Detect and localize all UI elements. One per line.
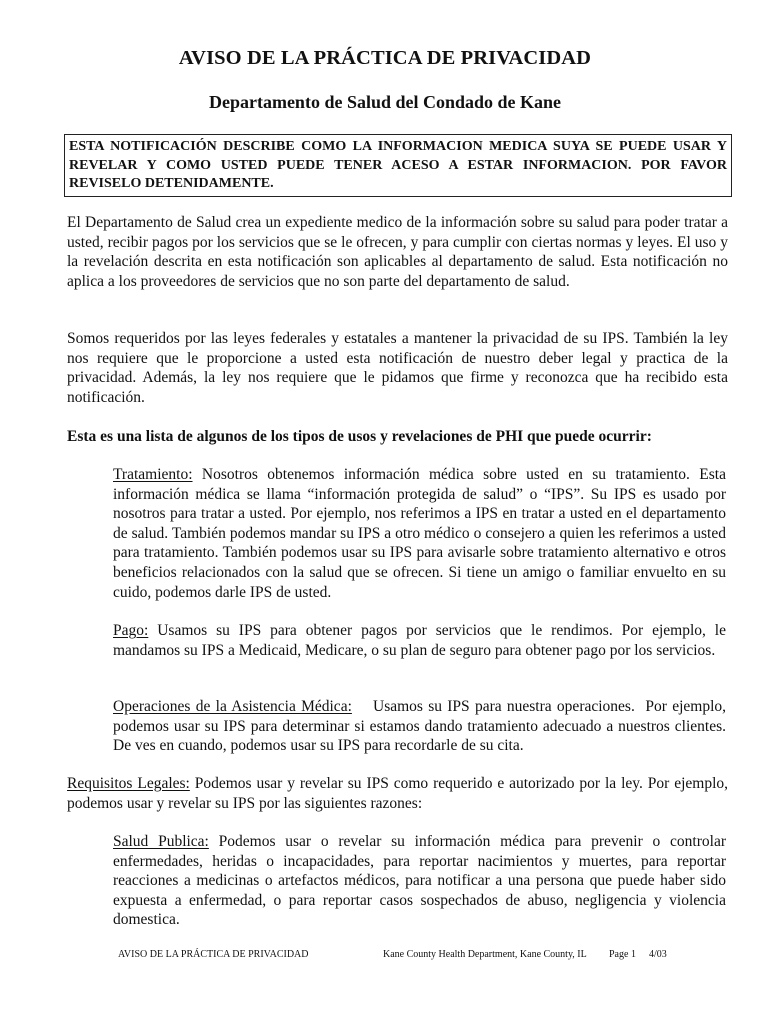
intro-paragraph: El Departamento de Salud crea un expediente medico de la información sobre su salud para poder tratar a usted, recibir pagos por los servicios que se le ofrecen, y para cumplir con ciertas normas y leyes. El uso y la revelación descrita en esta notificación son aplicables al departamento de salud. Esta notificación no aplica a los proveedores de servicios que no son parte del departamento de salud. <box>67 214 728 290</box>
notice-box: ESTA NOTIFICACIÓN DESCRIBE COMO LA INFORMACION MEDICA SUYA SE PUEDE USAR Y REVELAR Y COMO USTED PUEDE TENER ACESO A ESTAR INFORMACION. POR FAVOR REVISELO DETENIDAMENTE. <box>64 134 732 197</box>
requisitos-text: Podemos usar y revelar su IPS como requerido e autorizado por la ley. Por ejemplo, podemos usar y revelar su IPS por las siguientes razones: <box>67 775 728 812</box>
pago-section <box>113 621 726 660</box>
legal-duty-paragraph: Somos requeridos por las leyes federales y estatales a mantener la privacidad de su IPS. También la ley nos requiere que le proporcione a usted esta notificación de nuestro deber legal y practica de la privacidad. Además, la ley nos requiere que le pidamos que firme y reconozca que ha recibido esta notificación. <box>67 330 728 406</box>
requisitos-label: Requisitos Legales: <box>67 775 190 792</box>
page-subtitle: Departamento de Salud del Condado de Kane <box>208 92 562 112</box>
salud-publica-text: Podemos usar o revelar su información médica para prevenir o controlar enfermedades, heridas o incapacidades, para reportar nacimientos y muertes, para reportar reacciones a medicinas o artefactos médicos, para notificar a una persona que puede haber sido expuesta a enfermedad, o para reportar casos sospechados de abuso, negligencia y violencia domestica. <box>113 833 726 929</box>
pago-text: Usamos su IPS para obtener pagos por servicios que le rendimos. Por ejemplo, le mandamos su IPS a Medicaid, Medicare, o su plan de seguro para obtener pago por los servicios. <box>113 622 726 659</box>
tratamiento-text: Nosotros obtenemos información médica sobre usted en su tratamiento. Esta información médica se llama “información protegida de salud” o “IPS”. Su IPS es usado por nosotros para tratar a usted. Por ejemplo, nos referimos a IPS en tratar a usted en el departamento de salud. También podemos mandar su IPS a otro médico o consejero a quien les referimos a usted para tratamiento. También podemos usar su IPS para avisarle sobre tratamiento alternativo e otros beneficios relacionados con la salud que se ofrecen. Si tiene un amigo o familiar envuelto en su cuido, podemos darle IPS de usted. <box>113 466 726 601</box>
operaciones-text: Usamos su IPS para nuestra operaciones. Por ejemplo, podemos usar su IPS para determinar si estamos dando tratamiento adecuado a nuestros clientes. De ves en cuando, podemos usar su IPS para recordarle de su cita. <box>113 698 734 755</box>
tratamiento-section <box>113 465 726 602</box>
footer-title: AVISO DE LA PRÁCTICA DE PRIVACIDAD <box>118 949 309 960</box>
tratamiento-label: Tratamiento: <box>113 466 193 483</box>
pago-label: Pago: <box>113 622 149 639</box>
page-title: AVISO DE LA PRÁCTICA DE PRIVACIDAD <box>178 47 592 69</box>
list-heading: Esta es una lista de algunos de los tipos de usos y revelaciones de PHI que puede ocurrir: <box>67 428 652 445</box>
footer-organization: Kane County Health Department, Kane County, IL <box>383 949 587 960</box>
operaciones-label: Operaciones de la Asistencia Médica: <box>113 698 352 715</box>
operaciones-section <box>113 697 734 756</box>
footer-date: 4/03 <box>649 949 667 960</box>
requisitos-section <box>67 774 728 813</box>
footer-page-number: Page 1 <box>609 949 636 960</box>
salud-publica-label: Salud Publica: <box>113 833 209 850</box>
salud-publica-section <box>113 832 726 930</box>
